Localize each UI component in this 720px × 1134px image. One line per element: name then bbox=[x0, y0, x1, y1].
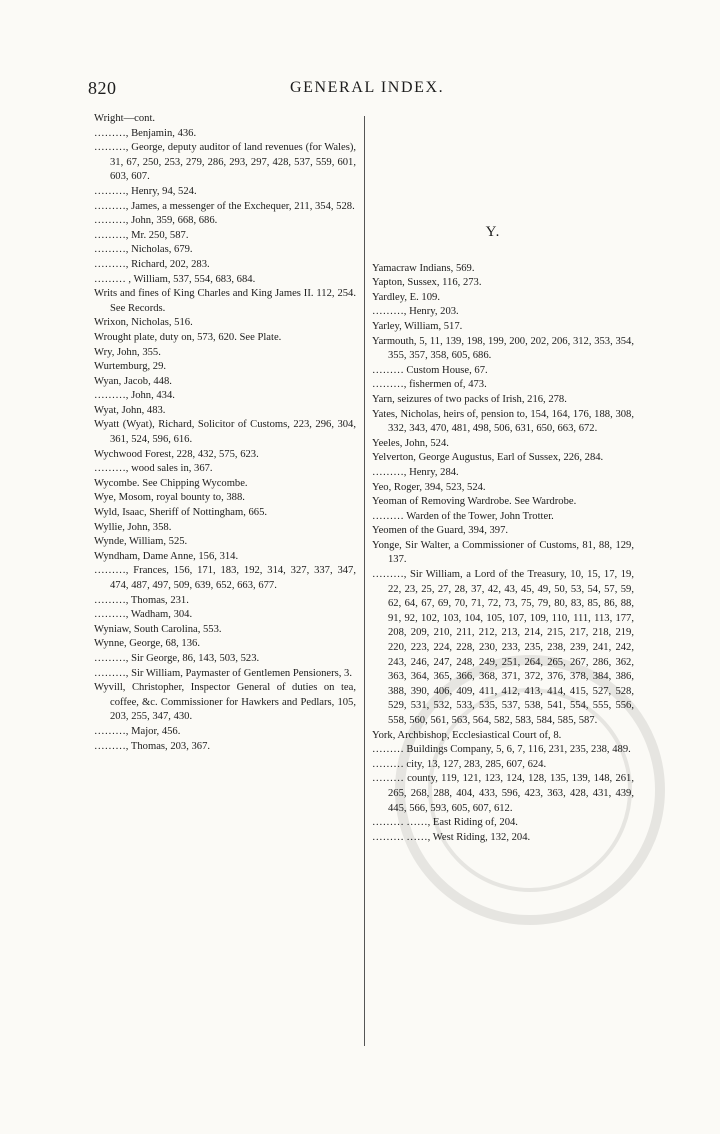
index-entry: ………, Sir George, 86, 143, 503, 523. bbox=[94, 652, 260, 664]
index-entry: Wyan, Jacob, 448. bbox=[94, 375, 172, 387]
index-entry: ……… , William, 537, 554, 683, 684. bbox=[94, 273, 256, 285]
index-entry: Wyniaw, South Carolina, 553. bbox=[94, 623, 222, 635]
section-letter-y: Y. bbox=[485, 224, 501, 240]
index-entry: Yamacraw Indians, 569. bbox=[372, 262, 475, 274]
index-entry: ………, Henry, 284. bbox=[372, 466, 459, 478]
index-entry: ………, Sir William, a Lord of the Treasury, 10, 15, 17, 19, 22, 23, 25, 27, 28, 37, 42, 43, 45, 49, 50, 53, 54, 57, 59, 62, 64, 67, 69, 70, 71, 72, 73, 75, 79, 80, 83, 85, 86, 88, 91, 92, 102, 103, 104, 105, 107, 109, 110, 111, 113, 177, 208, 209, 210, 211, 212, 213, 214, 215, 217, 218, 219, 220, 223, 224, 228, 230, 233, 235, 238, 239, 241, 242, 243, 246, 247, 248, 249, 251, 264, 265, 267, 286, 362, 363, 364, 365, 366, 368, 371, 372, 376, 378, 384, 386, 388, 390, 406, 409, 411, 412, 413, 414, 415, 527, 528, 529, 531, 532, 533, 535, 537, 538, 541, 554, 555, 556, 558, 560, 561, 563, 564, 582, 583, 584, 585, 587. bbox=[372, 569, 634, 726]
index-entry: ………, fishermen of, 473. bbox=[372, 379, 487, 391]
index-entry: Yonge, Sir Walter, a Commissioner of Customs, 81, 88, 129, 137. bbox=[372, 539, 634, 566]
index-entry: Wyatt (Wyat), Richard, Solicitor of Customs, 223, 296, 304, 361, 524, 596, 616. bbox=[94, 419, 356, 446]
index-entry: Wye, Mosom, royal bounty to, 388. bbox=[94, 492, 245, 504]
index-entry: Wyat, John, 483. bbox=[94, 404, 166, 416]
index-entry: Yelverton, George Augustus, Earl of Sussex, 226, 284. bbox=[372, 452, 604, 464]
index-entry: Wychwood Forest, 228, 432, 575, 623. bbox=[94, 448, 259, 460]
index-entry: Yardley, E. 109. bbox=[372, 291, 440, 303]
index-entry: ……… ……, West Riding, 132, 204. bbox=[372, 831, 531, 843]
index-entry: Yapton, Sussex, 116, 273. bbox=[372, 277, 482, 289]
index-entry: ………, John, 359, 668, 686. bbox=[94, 215, 218, 227]
index-entry: ………, Mr. 250, 587. bbox=[94, 229, 189, 241]
index-entry: Wyvill, Christopher, Inspector General of duties on tea, coffee, &c. Commissioner for Hawkers and Pedlars, 105, 203, 255, 347, 430. bbox=[94, 682, 356, 723]
index-entry: ………, Sir William, Paymaster of Gentlemen Pensioners, 3. bbox=[94, 667, 353, 679]
index-entry: ………, Wadham, 304. bbox=[94, 609, 193, 621]
index-entry: Wrought plate, duty on, 573, 620. See Plate. bbox=[94, 331, 282, 343]
index-entry: ………, Richard, 202, 283. bbox=[94, 258, 210, 270]
index-entry: Wright—cont. bbox=[94, 113, 156, 124]
index-entry: Wrixon, Nicholas, 516. bbox=[94, 317, 193, 329]
index-entry: Wyld, Isaac, Sheriff of Nottingham, 665. bbox=[94, 507, 268, 519]
index-entry: ………, Major, 456. bbox=[94, 725, 181, 737]
index-entry: Yarn, seizures of two packs of Irish, 216, 278. bbox=[372, 393, 567, 405]
index-entry: Writs and fines of King Charles and King James II. 112, 254. See Records. bbox=[94, 288, 356, 314]
index-entry: ………, Benjamin, 436. bbox=[94, 127, 197, 139]
index-entry: ………, John, 434. bbox=[94, 390, 175, 402]
index-entry: Yeo, Roger, 394, 523, 524. bbox=[372, 481, 486, 493]
index-entry: ……… Warden of the Tower, John Trotter. bbox=[372, 510, 554, 522]
index-entry: Yeomen of the Guard, 394, 397. bbox=[372, 525, 509, 537]
index-entry: ……… county, 119, 121, 123, 124, 128, 135, 139, 148, 261, 265, 268, 288, 404, 433, 596, 423, 363, 428, 431, 439, 445, 566, 593, 605, 607, 612. bbox=[372, 773, 634, 814]
index-entry: Wyllie, John, 358. bbox=[94, 521, 172, 533]
index-entry: Wry, John, 355. bbox=[94, 346, 161, 358]
index-entry: Wycombe. See Chipping Wycombe. bbox=[94, 477, 248, 489]
index-entry: Yarley, William, 517. bbox=[372, 320, 463, 332]
index-entry: ………, Henry, 203. bbox=[372, 306, 459, 318]
right-column bbox=[372, 112, 634, 845]
index-entry: ………, George, deputy auditor of land revenues (for Wales), 31, 67, 250, 253, 279, 286, 293, 297, 428, 537, 559, 601, 603, 607. bbox=[94, 142, 356, 183]
page-number: 820 bbox=[88, 78, 117, 98]
index-entry: Wurtemburg, 29. bbox=[94, 361, 167, 373]
left-column bbox=[94, 112, 356, 754]
index-entry: Wyndham, Dame Anne, 156, 314. bbox=[94, 550, 239, 562]
index-entry: ………, James, a messenger of the Exchequer, 211, 354, 528. bbox=[94, 200, 355, 212]
index-entry: ………, Nicholas, 679. bbox=[94, 244, 193, 256]
index-entry: York, Archbishop, Ecclesiastical Court of, 8. bbox=[372, 729, 562, 741]
index-entry: ……… Custom House, 67. bbox=[372, 364, 488, 376]
index-entry: Wynde, William, 525. bbox=[94, 536, 188, 548]
index-entry: ……… ……, East Riding of, 204. bbox=[372, 817, 518, 829]
index-entry: Yarmouth, 5, 11, 139, 198, 199, 200, 202, 206, 312, 353, 354, 355, 357, 358, 605, 686. bbox=[372, 335, 634, 362]
index-entry: Wynne, George, 68, 136. bbox=[94, 638, 200, 650]
running-head: GENERAL INDEX. bbox=[290, 79, 445, 96]
index-entry: ………, Frances, 156, 171, 183, 192, 314, 327, 337, 347, 474, 487, 497, 509, 639, 652, 663, 677. bbox=[94, 565, 356, 591]
index-entry: ……… city, 13, 127, 283, 285, 607, 624. bbox=[372, 758, 547, 770]
index-entry: ……… Buildings Company, 5, 6, 7, 116, 231, 235, 238, 489. bbox=[372, 744, 631, 756]
index-entry: ………, wood sales in, 367. bbox=[94, 463, 213, 475]
index-entry: ………, Thomas, 203, 367. bbox=[94, 740, 211, 752]
index-entry: ………, Thomas, 231. bbox=[94, 594, 189, 606]
index-entry: Yeeles, John, 524. bbox=[372, 437, 449, 449]
index-entry: ………, Henry, 94, 524. bbox=[94, 185, 197, 197]
index-entry: Yeoman of Removing Wardrobe. See Wardrobe. bbox=[372, 496, 577, 508]
column-divider bbox=[364, 116, 365, 1046]
index-entry: Yates, Nicholas, heirs of, pension to, 154, 164, 176, 188, 308, 332, 343, 470, 481, 498, 506, 631, 650, 663, 672. bbox=[372, 408, 634, 435]
